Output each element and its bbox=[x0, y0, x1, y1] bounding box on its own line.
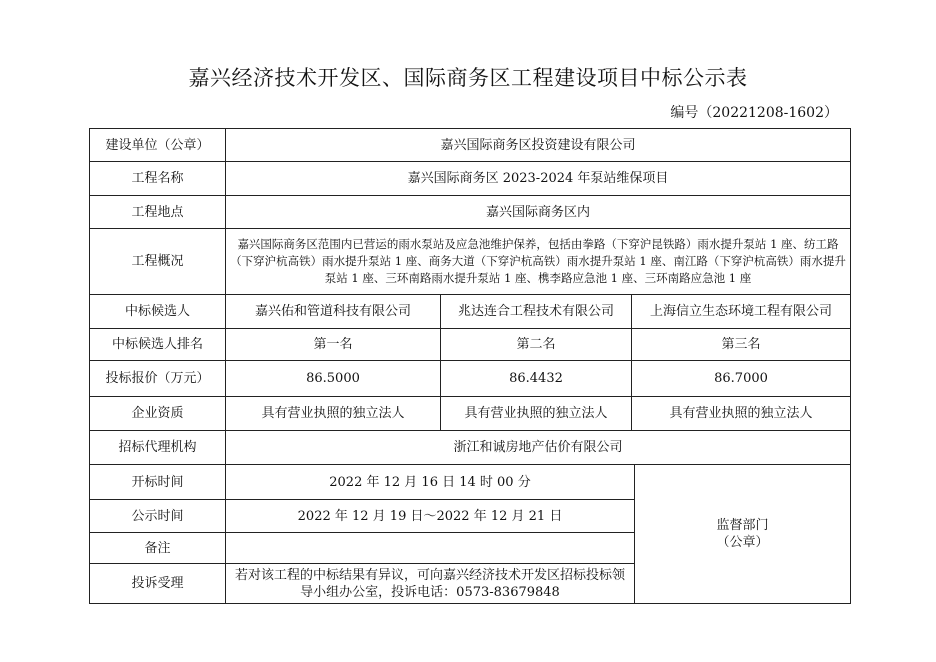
supervision-label: 监督部门 bbox=[716, 518, 769, 533]
bid-price-label: 投标报价（万元） bbox=[90, 361, 226, 397]
supervision-seal: （公章） bbox=[716, 535, 769, 550]
row-project-name bbox=[90, 162, 851, 196]
candidate-2-price: 86.4432 bbox=[441, 361, 632, 397]
complaint-label: 投诉受理 bbox=[90, 564, 226, 604]
row-rank bbox=[90, 329, 851, 361]
candidate-2-name: 兆达连合工程技术有限公司 bbox=[441, 295, 632, 329]
publicity-time-value: 2022 年 12 月 19 日～2022 年 12 月 21 日 bbox=[226, 500, 635, 533]
row-qualification bbox=[90, 397, 851, 431]
candidate-label: 中标候选人 bbox=[90, 295, 226, 329]
qualification-label: 企业资质 bbox=[90, 397, 226, 431]
row-opening-time bbox=[90, 465, 851, 500]
builder-value: 嘉兴国际商务区投资建设有限公司 bbox=[226, 129, 851, 162]
overview-value: 嘉兴国际商务区范围内已营运的雨水泵站及应急池维护保养，包括由拳路（下穿沪昆铁路）雨水提升泵站 1 座、纺工路（下穿沪杭高铁）雨水提升泵站 1 座、商务大道（下穿沪杭高铁）雨水提升泵站 1 座、南江路（下穿沪杭高铁）雨水提升泵站 1 座、三环南路雨水提升泵站 1 座、槜李路应急池 1 座、三环南路应急池 1 座 bbox=[226, 229, 851, 295]
complaint-value: 若对该工程的中标结果有异议，可向嘉兴经济技术开发区招标投标领导小组办公室，投诉电话：0573-83679848 bbox=[226, 564, 635, 604]
agency-label: 招标代理机构 bbox=[90, 431, 226, 465]
row-builder bbox=[90, 129, 851, 162]
builder-label: 建设单位（公章） bbox=[90, 129, 226, 162]
candidate-2-qualification: 具有营业执照的独立法人 bbox=[441, 397, 632, 431]
row-overview bbox=[90, 229, 851, 295]
agency-value: 浙江和诚房地产估价有限公司 bbox=[226, 431, 851, 465]
project-name-value: 嘉兴国际商务区 2023-2024 年泵站维保项目 bbox=[226, 162, 851, 196]
row-agency bbox=[90, 431, 851, 465]
rank-label: 中标候选人排名 bbox=[90, 329, 226, 361]
opening-time-label: 开标时间 bbox=[90, 465, 226, 500]
row-bid-price bbox=[90, 361, 851, 397]
overview-label: 工程概况 bbox=[90, 229, 226, 295]
opening-time-value: 2022 年 12 月 16 日 14 时 00 分 bbox=[226, 465, 635, 500]
candidate-1-price: 86.5000 bbox=[226, 361, 441, 397]
candidate-3-price: 86.7000 bbox=[632, 361, 851, 397]
candidate-3-name: 上海信立生态环境工程有限公司 bbox=[632, 295, 851, 329]
location-label: 工程地点 bbox=[90, 196, 226, 229]
project-name-label: 工程名称 bbox=[90, 162, 226, 196]
candidate-1-qualification: 具有营业执照的独立法人 bbox=[226, 397, 441, 431]
candidate-3-qualification: 具有营业执照的独立法人 bbox=[632, 397, 851, 431]
location-value: 嘉兴国际商务区内 bbox=[226, 196, 851, 229]
remark-label: 备注 bbox=[90, 533, 226, 564]
candidate-2-rank: 第二名 bbox=[441, 329, 632, 361]
bid-result-table bbox=[89, 128, 851, 604]
remark-value bbox=[226, 533, 635, 564]
row-location bbox=[90, 196, 851, 229]
candidate-3-rank: 第三名 bbox=[632, 329, 851, 361]
document-number: 编号（20221208-1602） bbox=[670, 105, 838, 121]
row-candidates bbox=[90, 295, 851, 329]
document-title: 嘉兴经济技术开发区、国际商务区工程建设项目中标公示表 bbox=[188, 66, 748, 90]
publicity-time-label: 公示时间 bbox=[90, 500, 226, 533]
candidate-1-name: 嘉兴佑和管道科技有限公司 bbox=[226, 295, 441, 329]
supervision-cell bbox=[635, 465, 851, 604]
candidate-1-rank: 第一名 bbox=[226, 329, 441, 361]
